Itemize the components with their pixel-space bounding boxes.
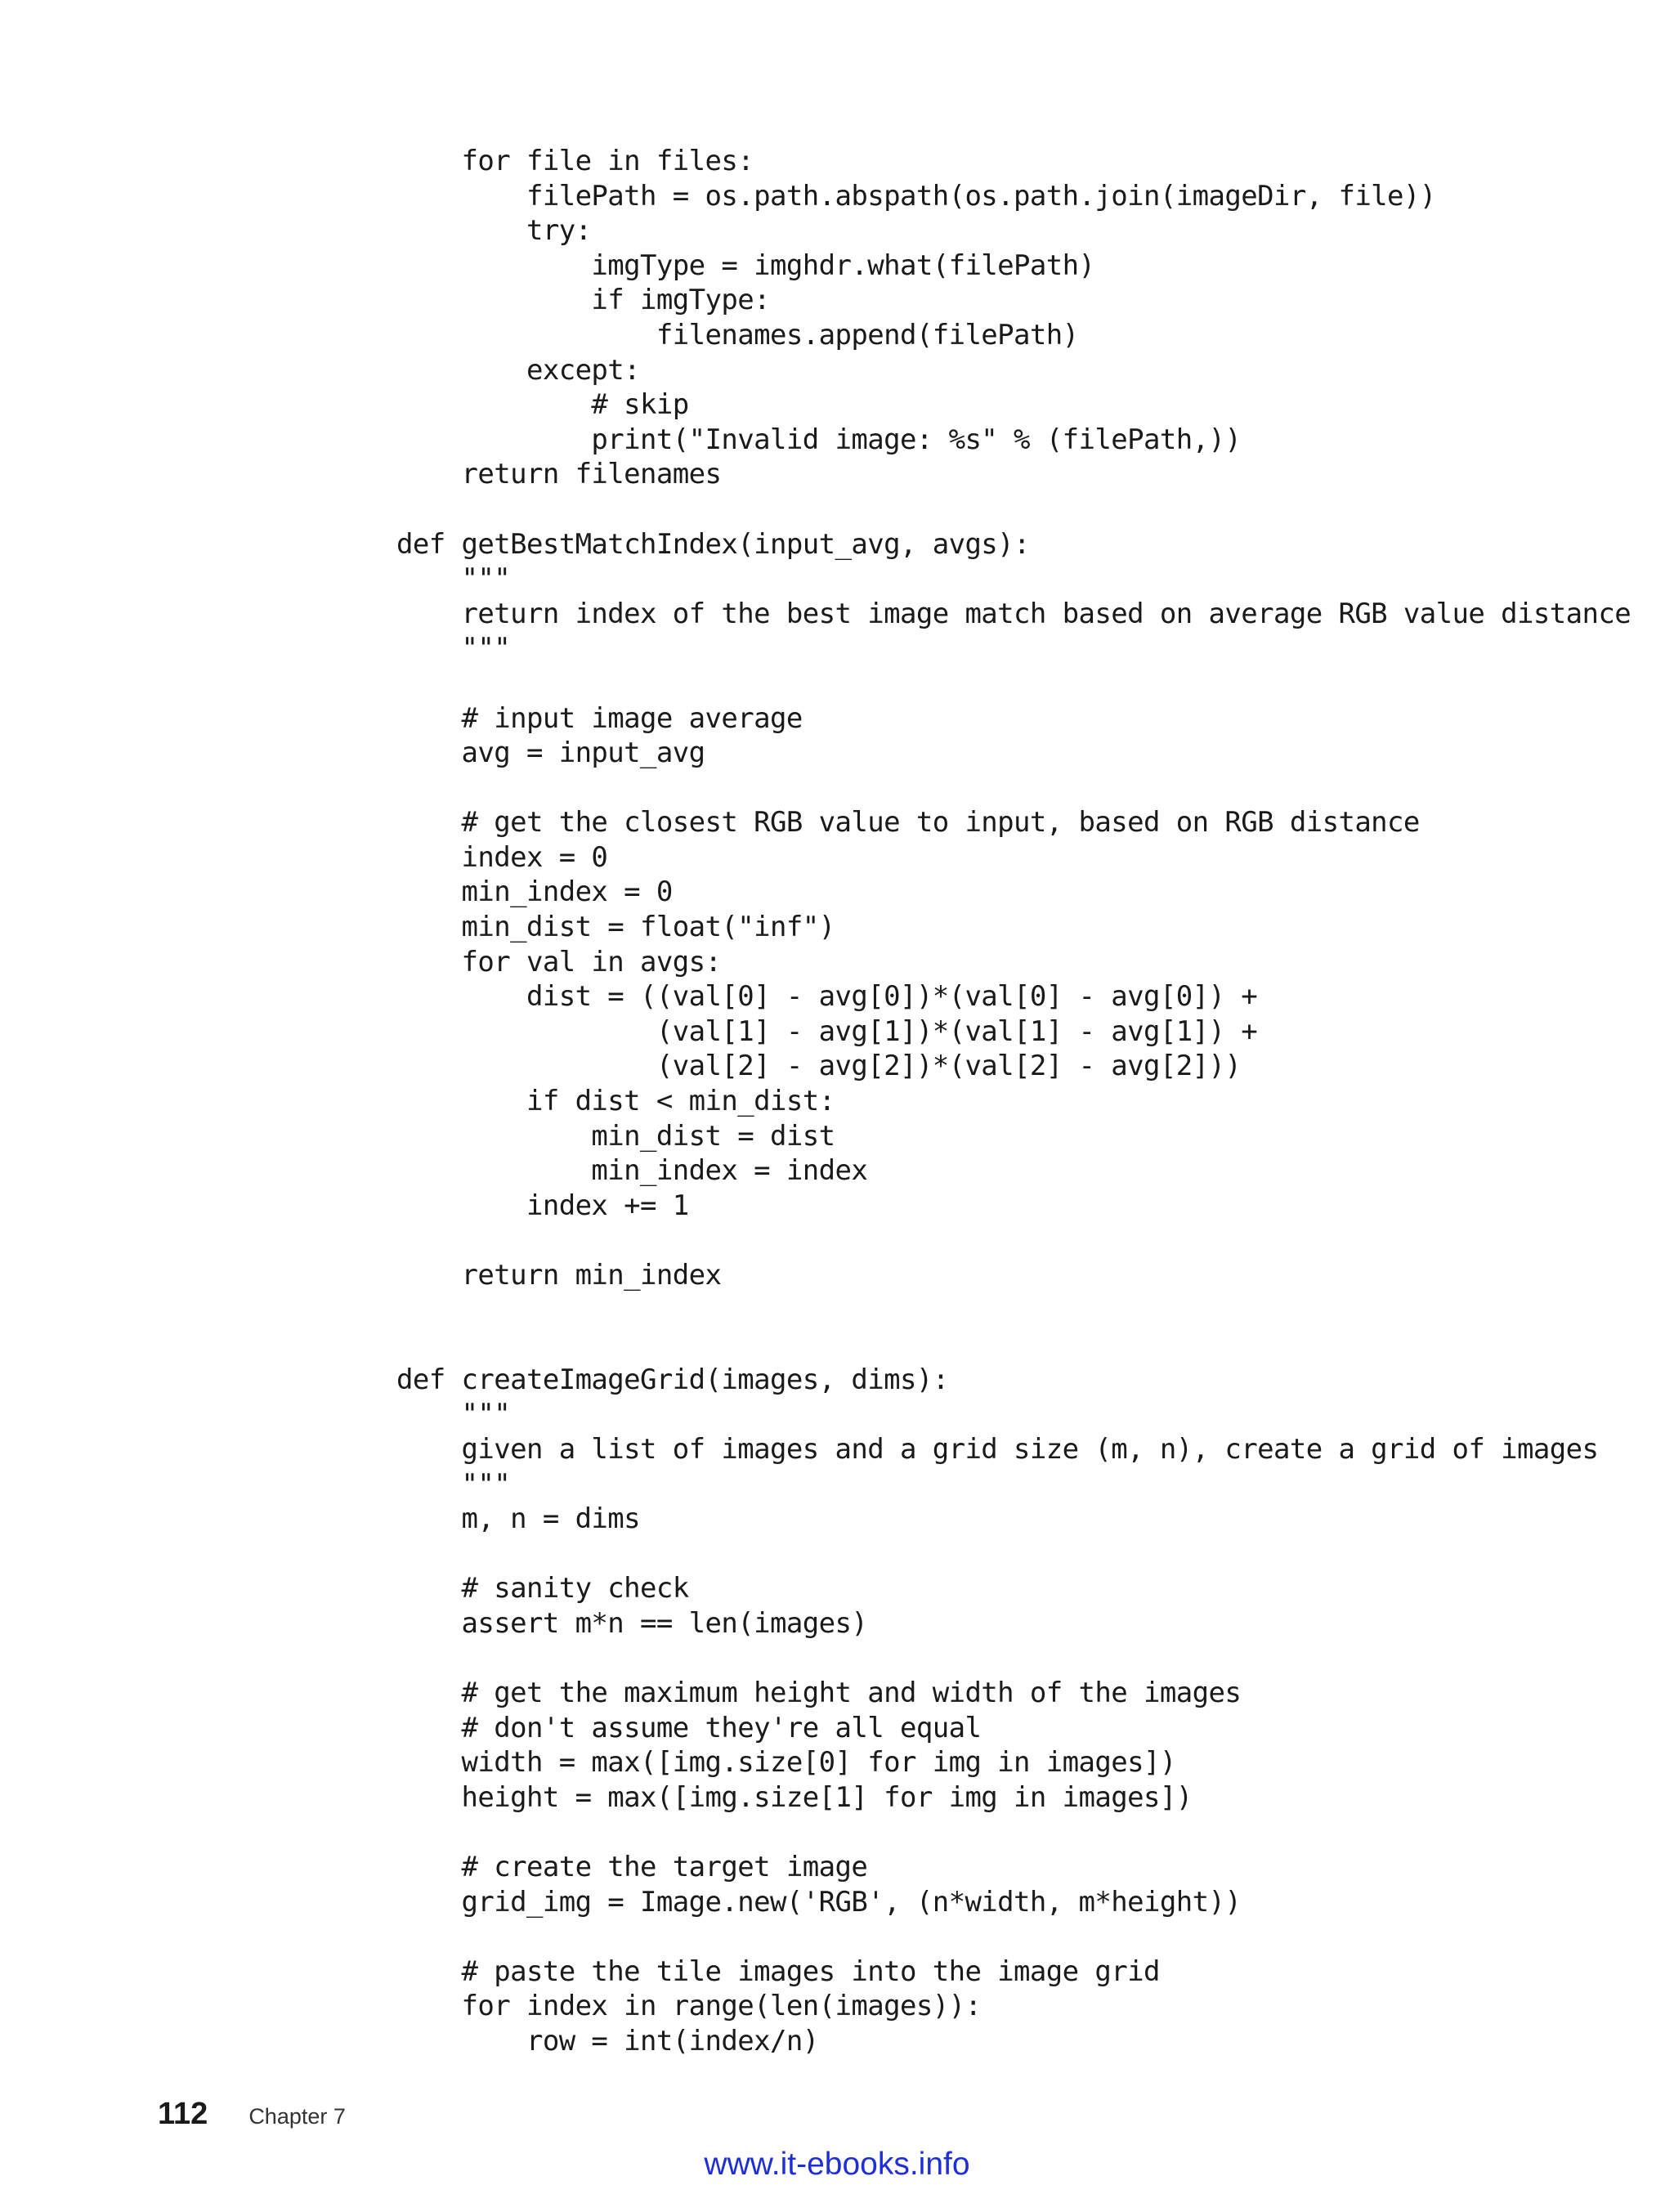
code-line: # create the target image [396,1851,868,1884]
code-line: m, n = dims [396,1502,641,1536]
code-line: # input image average [396,701,803,735]
code-line [396,1537,1631,1572]
code-line [396,1641,1631,1677]
code-line: min_index = 0 [396,875,673,909]
code-line: width = max([img.size[0] for img in images]) [396,1746,1176,1780]
code-line: # get the maximum height and width of the images [396,1677,1242,1710]
code-line: (val[2] - avg[2])*(val[2] - avg[2])) [396,1050,1242,1083]
code-line [396,1223,1631,1258]
code-line: filePath = os.path.abspath(os.path.join(imageDir, file)) [396,179,1436,213]
code-line: try: [396,214,592,248]
code-line: row = int(index/n) [396,2025,819,2058]
page-footer [158,2097,346,2132]
code-line: # sanity check [396,1572,689,1605]
code-line [396,1816,1631,1851]
code-line: index += 1 [396,1189,689,1222]
code-line: # paste the tile images into the image grid [396,1955,1160,1988]
code-line: # skip [396,388,689,422]
code-line: imgType = imghdr.what(filePath) [396,249,1095,282]
code-line: print("Invalid image: %s" % (filePath,)) [396,423,1242,456]
code-line: # get the closest RGB value to input, based on RGB distance [396,806,1420,840]
code-line: def getBestMatchIndex(input_avg, avgs): [396,527,1030,561]
source-url-link[interactable]: www.it-ebooks.info [704,2147,970,2182]
page-number: 112 [158,2097,208,2131]
code-line: filenames.append(filePath) [396,318,1079,352]
code-line: for file in files: [396,145,754,177]
code-line: """ [396,562,511,596]
code-line: (val[1] - avg[1])*(val[1] - avg[1]) + [396,1014,1258,1048]
code-line [396,1328,1631,1363]
code-line: for index in range(len(images)): [396,1990,982,2023]
code-line: min_dist = float("inf") [396,911,835,944]
code-line: for val in avgs: [396,945,722,978]
chapter-label: Chapter 7 [248,2104,346,2129]
code-line: min_index = index [396,1154,868,1188]
code-line [396,666,1631,701]
code-line: return filenames [396,458,722,491]
code-line [396,771,1631,806]
code-line [396,1919,1631,1955]
code-line: """ [396,1467,511,1501]
code-line: if dist < min_dist: [396,1085,835,1118]
code-line: given a list of images and a grid size (m, n), create a grid of images [396,1432,1599,1466]
code-line: index = 0 [396,840,608,874]
code-line: """ [396,632,511,665]
code-line: height = max([img.size[1] for img in images]) [396,1780,1193,1814]
code-line: assert m*n == len(images) [396,1606,868,1640]
code-line: min_dist = dist [396,1119,835,1153]
code-line [396,492,1631,527]
code-line: return min_index [396,1259,722,1292]
code-line: def createImageGrid(images, dims): [396,1363,949,1396]
code-line: grid_img = Image.new('RGB', (n*width, m*height)) [396,1885,1242,1919]
code-line [396,1293,1631,1328]
code-line: dist = ((val[0] - avg[0])*(val[0] - avg[0]) + [396,980,1258,1014]
code-line: # don't assume they're all equal [396,1711,982,1744]
code-listing [396,144,1631,2059]
code-line: except: [396,353,641,387]
code-line: return index of the best image match based on average RGB value distance [396,597,1631,630]
code-line: """ [396,1398,511,1431]
code-line: if imgType: [396,284,771,317]
code-line: avg = input_avg [396,737,705,770]
